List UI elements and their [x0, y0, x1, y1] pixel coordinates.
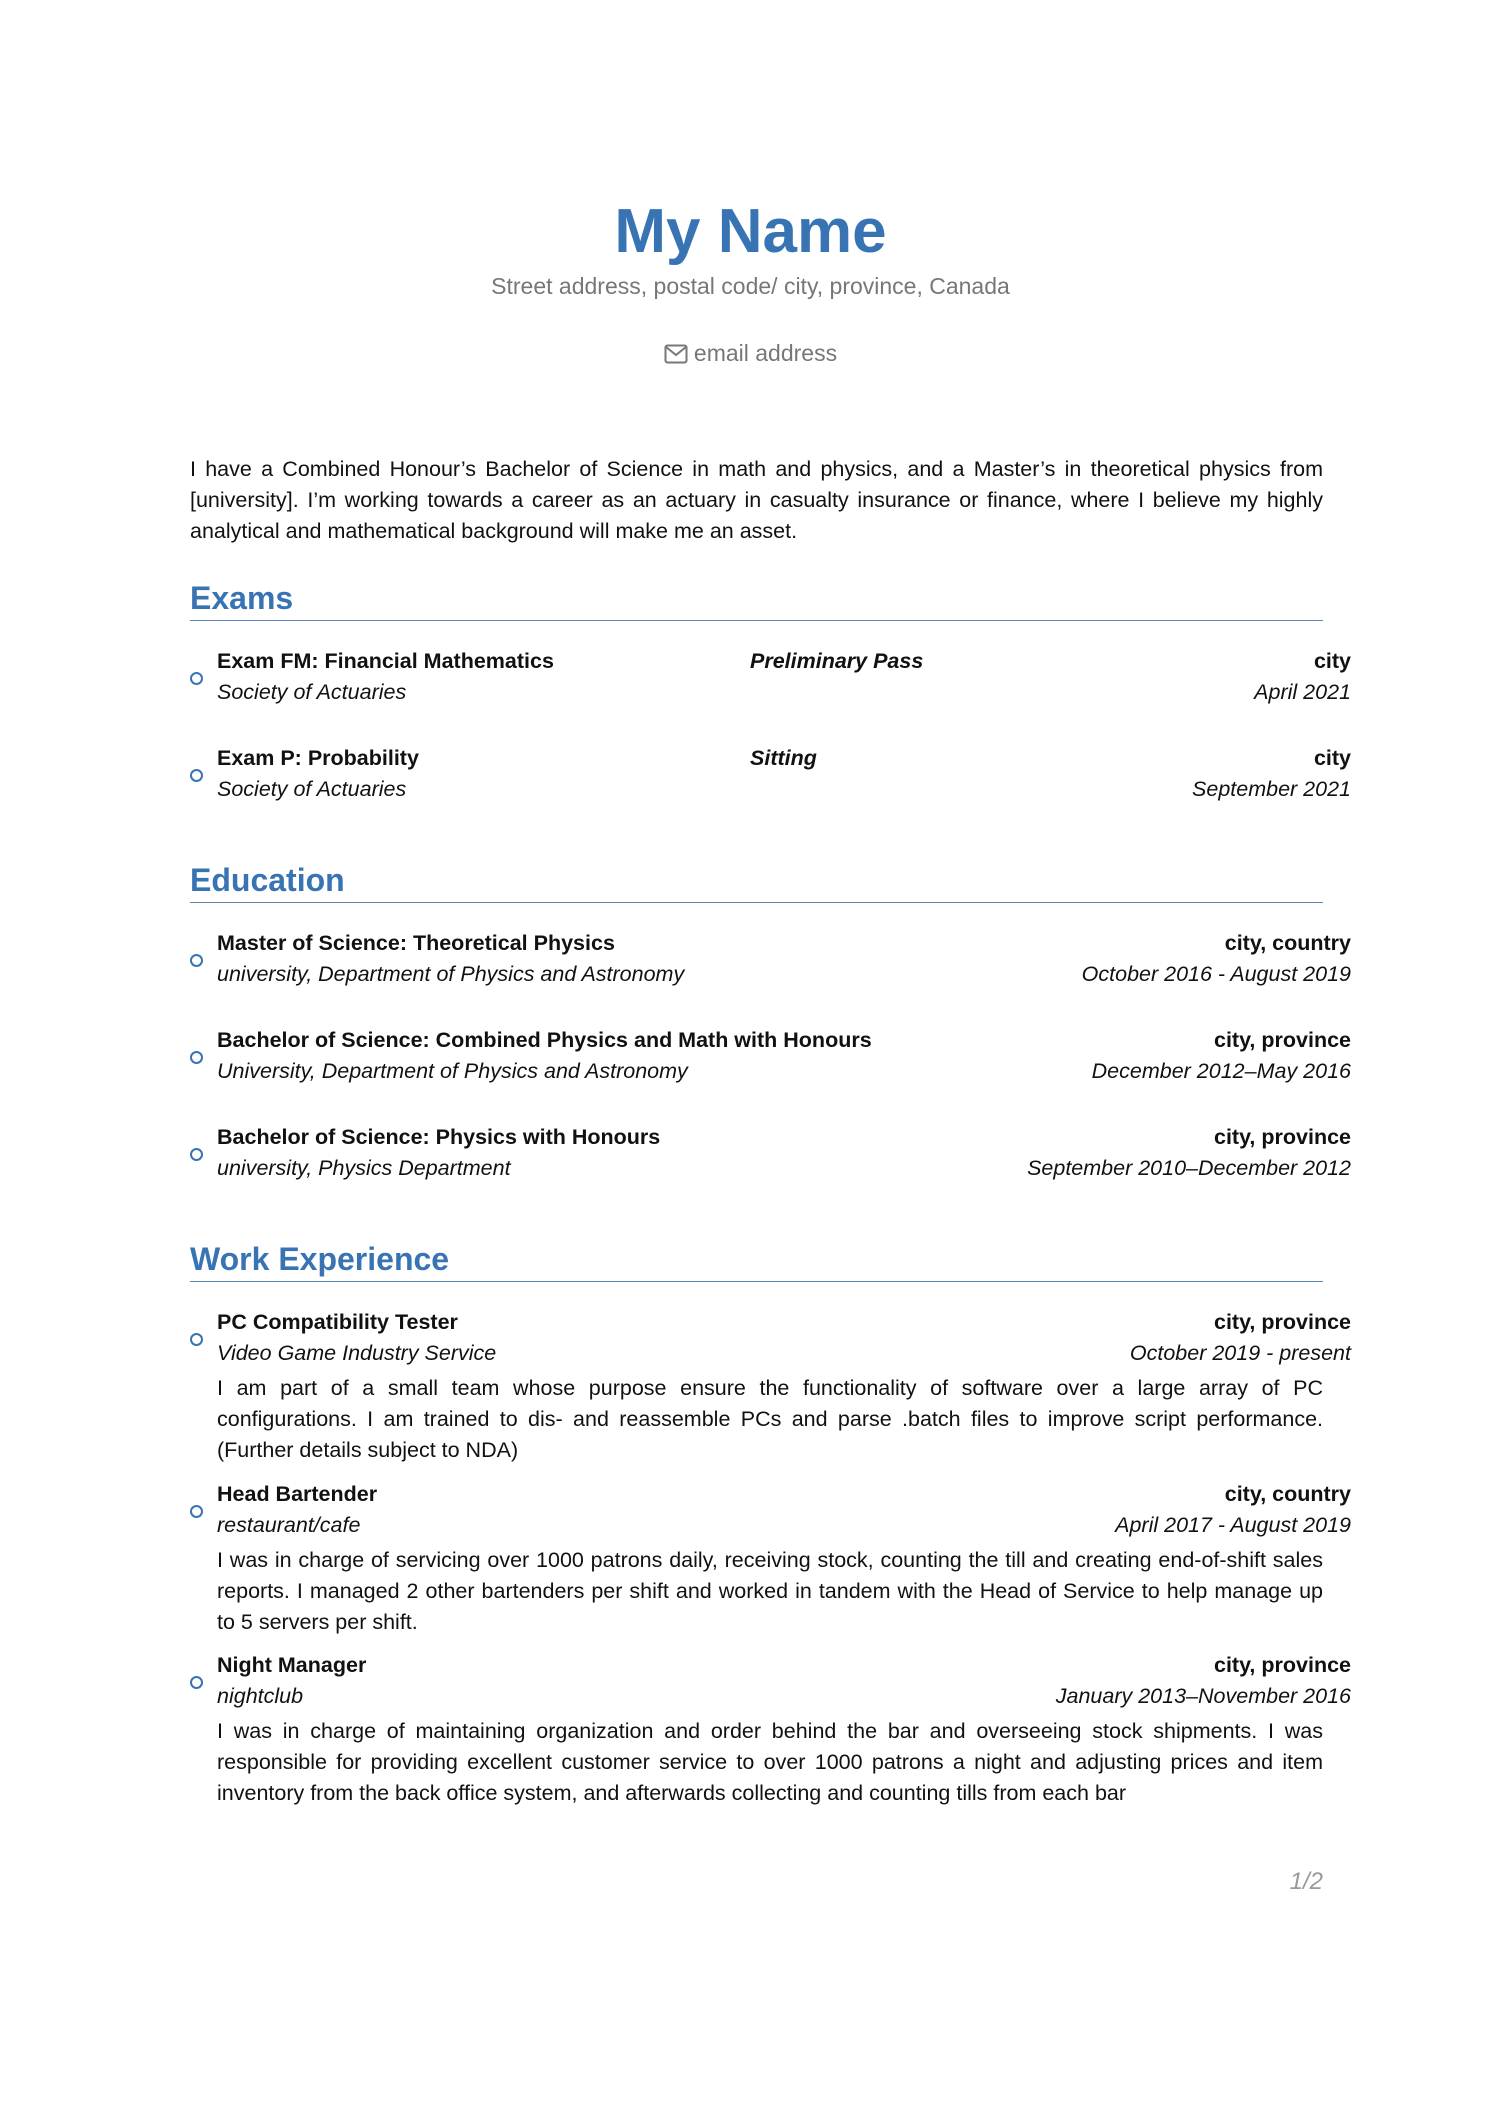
- work-location: city, province: [1213, 1653, 1351, 1677]
- work-location: city, country: [1224, 1482, 1351, 1506]
- degree: Bachelor of Science: Combined Physics and Math with Honours: [217, 1028, 872, 1052]
- exam-entry: [190, 646, 1351, 708]
- institution: University, Department of Physics and Astronomy: [217, 1059, 688, 1083]
- bullet-icon: [190, 954, 203, 967]
- bullet-icon: [190, 1148, 203, 1161]
- section-divider: [190, 620, 1323, 621]
- exam-org: Society of Actuaries: [217, 777, 407, 801]
- employer: nightclub: [217, 1684, 304, 1708]
- education-location: city, province: [1213, 1028, 1351, 1052]
- section-title-exams: Exams: [190, 580, 294, 616]
- section-divider: [190, 1281, 1323, 1282]
- education-entry: [190, 1122, 1351, 1184]
- work-date: October 2019 - present: [1129, 1341, 1351, 1365]
- envelope-icon: [664, 344, 688, 364]
- applicant-name: My Name: [614, 197, 887, 266]
- position: Head Bartender: [217, 1482, 378, 1506]
- bullet-icon: [190, 1051, 203, 1064]
- exam-location: city: [1313, 746, 1351, 770]
- institution: university, Physics Department: [217, 1156, 511, 1180]
- bullet-icon: [190, 1505, 203, 1518]
- work-entry: [190, 1307, 1351, 1466]
- email-text[interactable]: email address: [693, 340, 838, 366]
- exam-title: Exam P: Probability: [217, 746, 419, 770]
- bullet-icon: [190, 769, 203, 782]
- work-description: I was in charge of servicing over 1000 patrons daily, receiving stock, counting the till and creating end-of-shift sales reports. I managed 2 other bartenders per shift and worked in tandem with the Head of Service to help manage up to 5 servers per shift.: [217, 1548, 1323, 1634]
- education-entry: [190, 928, 1351, 990]
- section-title-education: Education: [190, 862, 345, 898]
- exam-date: September 2021: [1192, 777, 1351, 801]
- exam-status: Preliminary Pass: [750, 649, 924, 673]
- work-entry: [190, 1479, 1351, 1638]
- education-date: October 2016 - August 2019: [1081, 962, 1351, 986]
- degree: Bachelor of Science: Physics with Honours: [217, 1125, 661, 1149]
- section-divider: [190, 902, 1323, 903]
- work-entry: [190, 1650, 1351, 1809]
- education-location: city, country: [1224, 931, 1351, 955]
- work-date: January 2013–November 2016: [1055, 1684, 1351, 1708]
- education-location: city, province: [1213, 1125, 1351, 1149]
- employer: restaurant/cafe: [217, 1513, 361, 1537]
- bullet-icon: [190, 1676, 203, 1689]
- degree: Master of Science: Theoretical Physics: [217, 931, 615, 955]
- exam-location: city: [1313, 649, 1351, 673]
- education-date: December 2012–May 2016: [1091, 1059, 1351, 1083]
- education-entry: [190, 1025, 1351, 1087]
- work-location: city, province: [1213, 1310, 1351, 1334]
- institution: university, Department of Physics and Astronomy: [217, 962, 685, 986]
- work-date: April 2017 - August 2019: [1115, 1513, 1351, 1537]
- page-number: 1/2: [1289, 1868, 1323, 1895]
- employer: Video Game Industry Service: [217, 1341, 497, 1365]
- bullet-icon: [190, 672, 203, 685]
- work-description: I was in charge of maintaining organization and order behind the bar and overseeing stock shipments. I was responsible for providing excellent customer service to over 1000 patrons a night and adjusting prices and item inventory from the back office system, and afterwards collecting and counting tills from each bar: [217, 1719, 1323, 1805]
- education-date: September 2010–December 2012: [1027, 1156, 1351, 1180]
- position: PC Compatibility Tester: [217, 1310, 458, 1334]
- exam-title: Exam FM: Financial Mathematics: [217, 649, 554, 673]
- address: Street address, postal code/ city, province, Canada: [491, 273, 1010, 299]
- work-description: I am part of a small team whose purpose ensure the functionality of software over a large array of PC configurations. I am trained to dis- and reassemble PCs and parse .batch files to improve script performance. (Further details subject to NDA): [217, 1376, 1323, 1462]
- exam-status: Sitting: [750, 746, 817, 770]
- exam-date: April 2021: [1254, 680, 1351, 704]
- summary: I have a Combined Honour’s Bachelor of Science in math and physics, and a Master’s in theoretical physics from [university]. I’m working towards a career as an actuary in casualty insurance or finance, where I believe my highly analytical and mathematical background will make me an asset.: [190, 457, 1323, 543]
- position: Night Manager: [217, 1653, 367, 1677]
- bullet-icon: [190, 1333, 203, 1346]
- exam-entry: [190, 743, 1351, 805]
- email-contact[interactable]: [0, 340, 1501, 367]
- exam-org: Society of Actuaries: [217, 680, 407, 704]
- section-title-work: Work Experience: [190, 1241, 450, 1277]
